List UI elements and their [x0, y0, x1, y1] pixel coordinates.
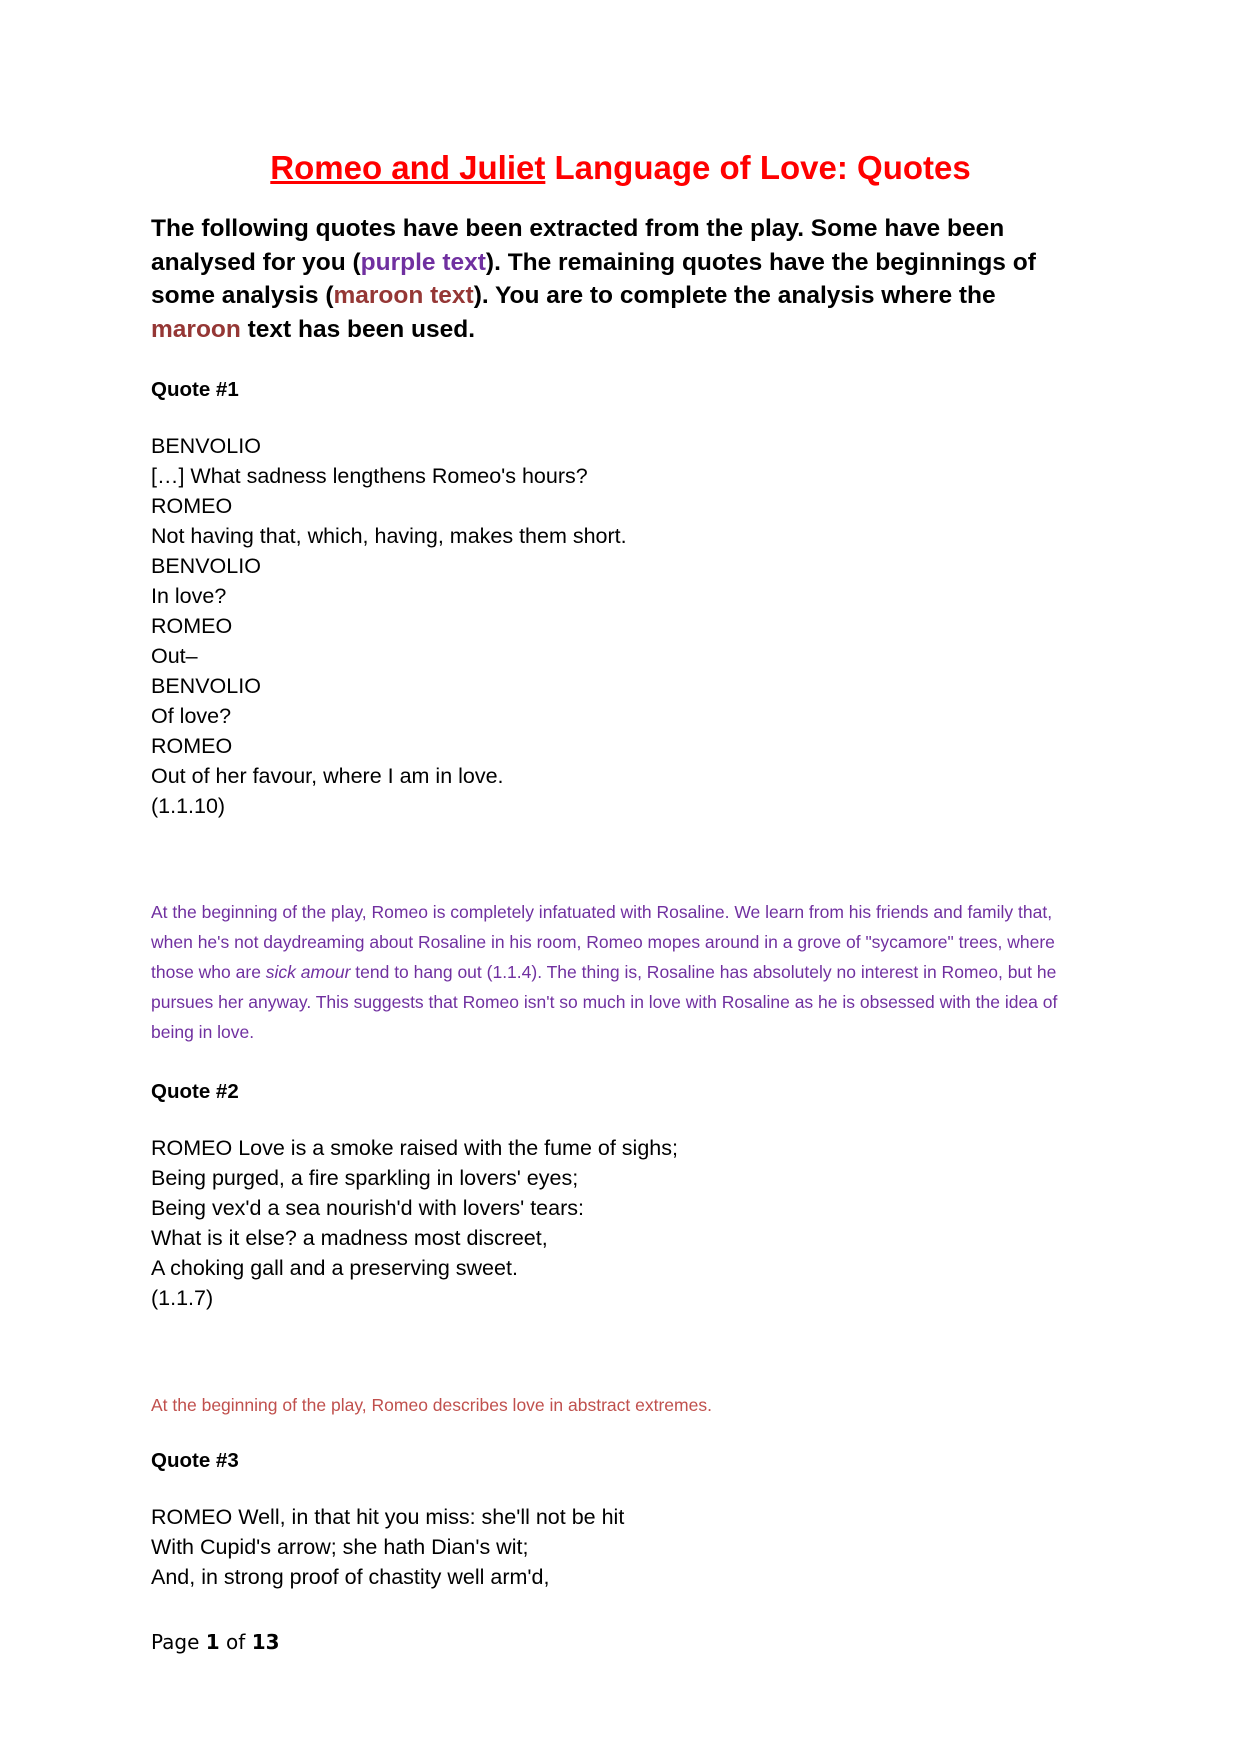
quote-line: Out of her favour, where I am in love.	[151, 764, 504, 788]
quote-line: What is it else? a madness most discreet,	[151, 1226, 548, 1250]
footer-page-total: 13	[251, 1630, 280, 1654]
intro-text: ). You are to complete the analysis where the	[473, 282, 996, 309]
intro-paragraph	[151, 212, 1091, 346]
analysis-text: At the beginning of the play, Romeo is completely infatuated with Rosaline. We learn from his friends and family that, when he's not daydreaming about Rosaline in his room, Romeo mopes around in a grove of "sycamore" trees, where those who are	[151, 902, 1055, 982]
quote-line: Not having that, which, having, makes them short.	[151, 524, 627, 548]
footer-of-label: of	[219, 1630, 252, 1654]
quote-line: Being purged, a fire sparkling in lovers' eyes;	[151, 1166, 579, 1190]
title-play-name: Romeo and Juliet	[270, 149, 546, 186]
quote-line: Of love?	[151, 704, 232, 728]
quote-line: ROMEO	[151, 614, 233, 638]
quote-1-analysis	[151, 897, 1096, 1047]
quote-line: ROMEO Love is a smoke raised with the fume of sighs;	[151, 1136, 678, 1160]
quote-line: ROMEO	[151, 494, 233, 518]
quote-line: Out–	[151, 644, 198, 668]
quote-line: BENVOLIO	[151, 554, 261, 578]
footer-page-label: Page	[151, 1630, 206, 1654]
quote-2-analysis: At the beginning of the play, Romeo describes love in abstract extremes.	[151, 1395, 712, 1415]
intro-text: ). The remaining quotes have the beginnings of some analysis (	[151, 248, 1036, 309]
analysis-text: tend to hang out (1.1.4). The thing is, Rosaline has absolutely no interest in Romeo, but he pursues her anyway. This suggests that Romeo isn't so much in love with Rosaline as he is obsessed with the idea of being in love.	[151, 962, 1058, 1042]
quote-line: (1.1.10)	[151, 794, 226, 818]
quote-3-text	[151, 1502, 624, 1592]
quote-2-heading: Quote #2	[151, 1080, 239, 1103]
quote-line: A choking gall and a preserving sweet.	[151, 1256, 518, 1280]
intro-text: The following quotes have been extracted from the play. Some have been analysed for you (	[151, 215, 1005, 276]
intro-text: text has been used.	[240, 315, 476, 343]
quote-line: And, in strong proof of chastity well arm'd,	[151, 1565, 550, 1589]
quote-line: BENVOLIO	[151, 674, 261, 698]
page-title	[0, 146, 1241, 190]
quote-3-heading: Quote #3	[151, 1449, 239, 1472]
intro-maroon-label: maroon text	[333, 282, 474, 309]
quote-1-text	[151, 431, 627, 821]
footer-page-number: 1	[205, 1630, 220, 1654]
quote-line: ROMEO	[151, 734, 233, 758]
title-rest: Language of Love: Quotes	[545, 149, 971, 186]
quote-line: BENVOLIO	[151, 434, 261, 458]
quote-line: ROMEO Well, in that hit you miss: she'll not be hit	[151, 1505, 625, 1529]
quote-2-text	[151, 1133, 678, 1313]
quote-1-heading: Quote #1	[151, 378, 239, 401]
page-footer	[151, 1628, 280, 1656]
quote-line: With Cupid's arrow; she hath Dian's wit;	[151, 1535, 529, 1559]
intro-purple-label: purple text	[360, 248, 486, 276]
quote-line: […] What sadness lengthens Romeo's hours?	[151, 464, 588, 488]
analysis-italic-text: sick amour	[265, 962, 351, 982]
quote-line: (1.1.7)	[151, 1286, 214, 1310]
quote-line: In love?	[151, 584, 227, 608]
intro-maroon-word: maroon	[151, 315, 241, 343]
quote-line: Being vex'd a sea nourish'd with lovers' tears:	[151, 1196, 584, 1220]
